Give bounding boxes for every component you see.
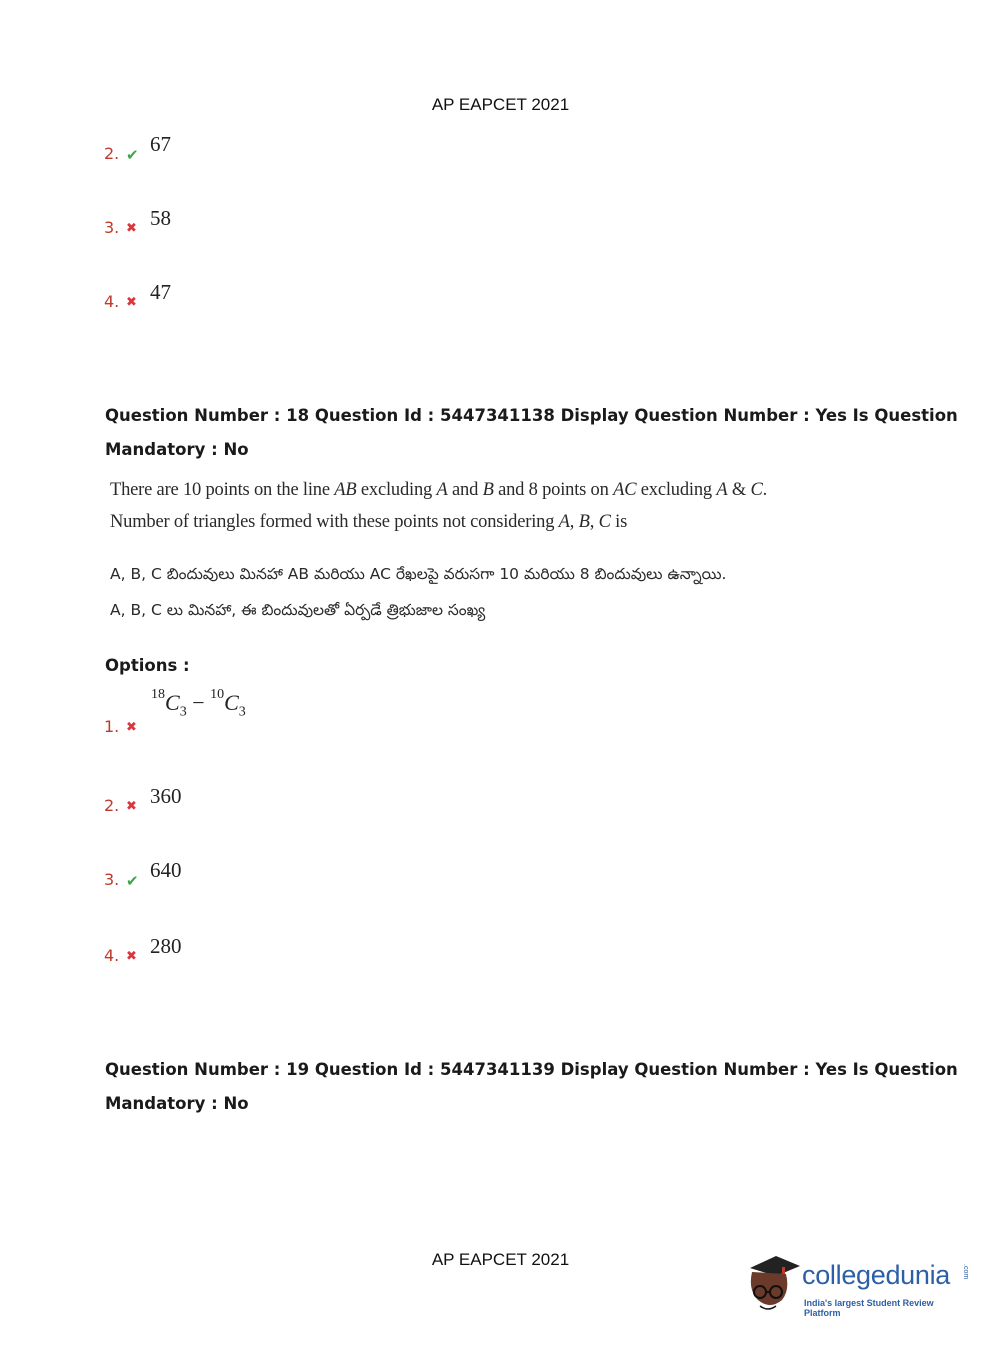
collegedunia-logo — [742, 1250, 972, 1320]
option-value: 58 — [150, 206, 171, 230]
brand-suffix: .com — [962, 1264, 969, 1280]
option-item — [104, 784, 182, 815]
option-item — [104, 858, 182, 890]
option-value: 360 — [150, 784, 182, 808]
cross-icon: ✖ — [126, 295, 137, 310]
option-value: 280 — [150, 934, 182, 958]
option-number: 4. — [104, 946, 120, 965]
question-mandatory: Mandatory : No — [105, 1094, 249, 1113]
cross-icon: ✖ — [126, 720, 137, 735]
option-item — [104, 934, 182, 965]
options-label: Options : — [105, 656, 190, 675]
option-number: 1. — [104, 717, 120, 736]
option-item — [104, 132, 171, 164]
option-item — [104, 280, 171, 311]
option-number: 2. — [104, 796, 120, 815]
check-icon: ✔ — [126, 146, 139, 164]
mascot-icon — [742, 1250, 804, 1316]
option-formula: $^{18}C_3 - ^{10}C_3$ — [151, 686, 246, 720]
brand-name: collegedunia — [802, 1260, 951, 1290]
cross-icon: ✖ — [126, 221, 137, 236]
option-item — [104, 717, 146, 736]
option-value: 640 — [150, 858, 182, 882]
question-meta: Question Number : 19 Question Id : 5447341139 Display Question Number : Yes Is Question — [105, 1060, 958, 1079]
option-number: 3. — [104, 870, 120, 889]
question-text-line-2: Number of triangles formed with these points not considering A, B, C is — [110, 512, 628, 532]
question-text-telugu-2: A, B, C లు మినహా, ఈ బిందువులతో ఏర్పడే త్రిభుజాల సంఖ్య — [110, 601, 486, 619]
option-number: 2. — [104, 144, 120, 163]
option-value: 67 — [150, 132, 171, 156]
option-number: 3. — [104, 218, 120, 237]
brand-tagline: India's largest Student Review Platform — [804, 1298, 934, 1318]
page-header: AP EAPCET 2021 — [431, 95, 570, 114]
question-mandatory: Mandatory : No — [105, 440, 249, 459]
check-icon: ✔ — [126, 872, 139, 890]
option-number: 4. — [104, 292, 120, 311]
question-text-line-1: There are 10 points on the line AB excluding A and B and 8 points on AC excluding A & C. — [110, 480, 768, 500]
option-value: 47 — [150, 280, 171, 304]
page-footer: AP EAPCET 2021 — [431, 1250, 570, 1269]
cross-icon: ✖ — [126, 799, 137, 814]
question-meta: Question Number : 18 Question Id : 5447341138 Display Question Number : Yes Is Question — [105, 406, 958, 425]
question-text-telugu-1: A, B, C బిందువులు మినహా AB మరియు AC రేఖలపై వరుసగా 10 మరియు 8 బిందువులు ఉన్నాయి. — [110, 565, 727, 583]
option-item — [104, 206, 171, 237]
cross-icon: ✖ — [126, 949, 137, 964]
